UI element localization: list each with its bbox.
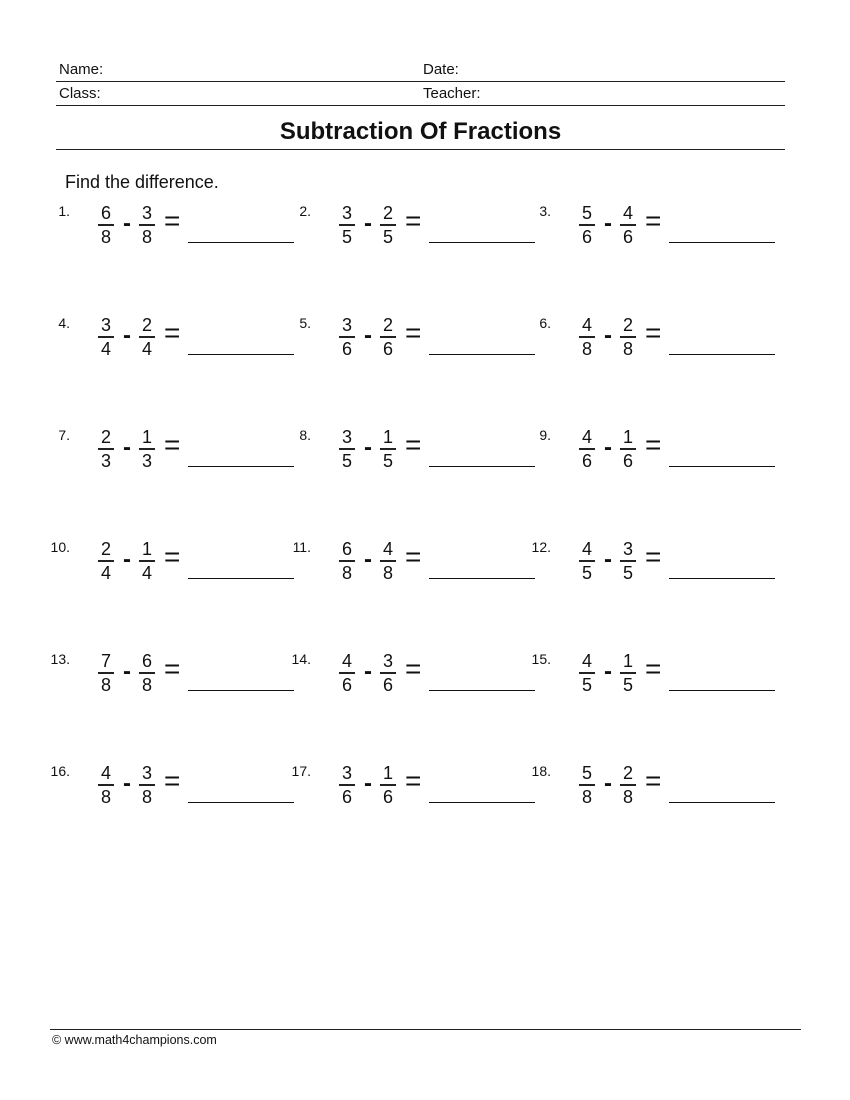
- problem-item: [42, 427, 272, 487]
- answer-blank[interactable]: [429, 242, 535, 243]
- answer-blank[interactable]: [669, 242, 775, 243]
- fraction-subtrahend: [138, 651, 156, 696]
- numerator: 4: [581, 427, 592, 447]
- equals-sign: =: [405, 765, 422, 796]
- answer-blank[interactable]: [669, 466, 775, 467]
- numerator: 3: [141, 763, 152, 783]
- numerator: 5: [581, 763, 592, 783]
- problem-item: [42, 651, 272, 711]
- minus-sign: -: [123, 658, 131, 685]
- name-label: Name:: [59, 61, 104, 78]
- fraction-subtrahend: [379, 315, 397, 360]
- problem-number: 15.: [531, 651, 551, 667]
- denominator: 6: [581, 450, 592, 471]
- problem-item: [283, 203, 513, 263]
- denominator: 5: [341, 450, 352, 471]
- minus-sign: -: [123, 322, 131, 349]
- fraction-subtrahend: [138, 203, 156, 248]
- problem-number: 10.: [50, 539, 70, 555]
- denominator: 8: [100, 226, 111, 247]
- denominator: 6: [341, 338, 352, 359]
- fraction-subtrahend: [138, 315, 156, 360]
- numerator: 1: [382, 763, 393, 783]
- minus-sign: -: [604, 322, 612, 349]
- fraction-subtrahend: [138, 427, 156, 472]
- minus-sign: -: [604, 546, 612, 573]
- minus-sign: -: [364, 322, 372, 349]
- answer-blank[interactable]: [188, 690, 294, 691]
- numerator: 3: [341, 763, 352, 783]
- equals-sign: =: [405, 205, 422, 236]
- problem-item: [523, 203, 753, 263]
- fraction-subtrahend: [138, 763, 156, 808]
- equals-sign: =: [645, 205, 662, 236]
- fraction-subtrahend: [619, 763, 637, 808]
- minus-sign: -: [364, 770, 372, 797]
- numerator: 3: [100, 315, 111, 335]
- fraction-subtrahend: [619, 427, 637, 472]
- teacher-label: Teacher:: [423, 85, 481, 102]
- fraction-minuend: [338, 763, 356, 808]
- date-label: Date:: [423, 61, 459, 78]
- denominator: 8: [141, 226, 152, 247]
- problem-number: 9.: [539, 427, 551, 443]
- fraction-minuend: [338, 315, 356, 360]
- problem-item: [283, 315, 513, 375]
- numerator: 2: [382, 315, 393, 335]
- numerator: 6: [341, 539, 352, 559]
- equals-sign: =: [164, 765, 181, 796]
- answer-blank[interactable]: [188, 354, 294, 355]
- fraction-subtrahend: [379, 763, 397, 808]
- numerator: 4: [581, 539, 592, 559]
- problem-item: [523, 427, 753, 487]
- answer-blank[interactable]: [429, 802, 535, 803]
- minus-sign: -: [364, 434, 372, 461]
- problem-item: [523, 539, 753, 599]
- numerator: 3: [382, 651, 393, 671]
- minus-sign: -: [123, 210, 131, 237]
- minus-sign: -: [604, 210, 612, 237]
- numerator: 1: [622, 651, 633, 671]
- problem-item: [283, 763, 513, 823]
- numerator: 2: [141, 315, 152, 335]
- denominator: 8: [141, 674, 152, 695]
- fraction-subtrahend: [379, 427, 397, 472]
- problem-number: 4.: [58, 315, 70, 331]
- fraction-minuend: [97, 651, 115, 696]
- fraction-minuend: [97, 427, 115, 472]
- header-row-name-date: [56, 57, 785, 82]
- numerator: 3: [341, 315, 352, 335]
- fraction-minuend: [97, 203, 115, 248]
- denominator: 6: [622, 226, 633, 247]
- problem-number: 7.: [58, 427, 70, 443]
- numerator: 7: [100, 651, 111, 671]
- fraction-minuend: [338, 427, 356, 472]
- fraction-subtrahend: [619, 203, 637, 248]
- numerator: 3: [341, 427, 352, 447]
- fraction-minuend: [578, 427, 596, 472]
- minus-sign: -: [604, 434, 612, 461]
- equals-sign: =: [405, 653, 422, 684]
- fraction-subtrahend: [379, 203, 397, 248]
- fraction-minuend: [97, 763, 115, 808]
- numerator: 4: [100, 763, 111, 783]
- fraction-subtrahend: [379, 539, 397, 584]
- problem-number: 17.: [291, 763, 311, 779]
- answer-blank[interactable]: [669, 578, 775, 579]
- denominator: 8: [622, 786, 633, 807]
- denominator: 8: [141, 786, 152, 807]
- numerator: 2: [382, 203, 393, 223]
- fraction-subtrahend: [619, 315, 637, 360]
- problem-number: 16.: [50, 763, 70, 779]
- footer-divider: [50, 1029, 801, 1030]
- numerator: 6: [141, 651, 152, 671]
- denominator: 8: [581, 786, 592, 807]
- answer-blank[interactable]: [429, 354, 535, 355]
- denominator: 6: [581, 226, 592, 247]
- fraction-minuend: [578, 315, 596, 360]
- problem-item: [42, 315, 272, 375]
- denominator: 3: [141, 450, 152, 471]
- problem-item: [283, 427, 513, 487]
- equals-sign: =: [405, 429, 422, 460]
- fraction-minuend: [338, 203, 356, 248]
- numerator: 1: [622, 427, 633, 447]
- numerator: 6: [100, 203, 111, 223]
- numerator: 4: [581, 315, 592, 335]
- problem-number: 8.: [299, 427, 311, 443]
- numerator: 4: [382, 539, 393, 559]
- problem-item: [42, 763, 272, 823]
- denominator: 8: [100, 786, 111, 807]
- problem-number: 6.: [539, 315, 551, 331]
- numerator: 1: [141, 539, 152, 559]
- denominator: 5: [382, 226, 393, 247]
- denominator: 8: [581, 338, 592, 359]
- fraction-minuend: [578, 651, 596, 696]
- denominator: 8: [382, 562, 393, 583]
- denominator: 8: [341, 562, 352, 583]
- problem-item: [283, 539, 513, 599]
- denominator: 6: [382, 338, 393, 359]
- fraction-subtrahend: [619, 651, 637, 696]
- problem-number: 3.: [539, 203, 551, 219]
- problem-number: 11.: [292, 539, 311, 555]
- minus-sign: -: [604, 770, 612, 797]
- denominator: 4: [100, 562, 111, 583]
- fraction-minuend: [97, 315, 115, 360]
- denominator: 5: [622, 562, 633, 583]
- denominator: 3: [100, 450, 111, 471]
- denominator: 5: [341, 226, 352, 247]
- denominator: 5: [382, 450, 393, 471]
- footer-copyright: © www.math4champions.com: [52, 1033, 217, 1047]
- denominator: 8: [100, 674, 111, 695]
- numerator: 2: [622, 315, 633, 335]
- problem-number: 13.: [50, 651, 70, 667]
- numerator: 4: [622, 203, 633, 223]
- answer-blank[interactable]: [669, 802, 775, 803]
- minus-sign: -: [123, 434, 131, 461]
- numerator: 3: [622, 539, 633, 559]
- minus-sign: -: [123, 546, 131, 573]
- numerator: 5: [581, 203, 592, 223]
- problem-item: [523, 315, 753, 375]
- equals-sign: =: [645, 765, 662, 796]
- problem-item: [42, 539, 272, 599]
- equals-sign: =: [645, 653, 662, 684]
- minus-sign: -: [364, 546, 372, 573]
- answer-blank[interactable]: [188, 466, 294, 467]
- problem-item: [42, 203, 272, 263]
- problem-number: 18.: [531, 763, 551, 779]
- numerator: 2: [100, 539, 111, 559]
- numerator: 3: [141, 203, 152, 223]
- fraction-subtrahend: [379, 651, 397, 696]
- answer-blank[interactable]: [669, 690, 775, 691]
- denominator: 6: [382, 674, 393, 695]
- denominator: 5: [622, 674, 633, 695]
- fraction-minuend: [578, 763, 596, 808]
- equals-sign: =: [645, 541, 662, 572]
- denominator: 5: [581, 562, 592, 583]
- problem-number: 1.: [58, 203, 70, 219]
- answer-blank[interactable]: [429, 578, 535, 579]
- equals-sign: =: [645, 429, 662, 460]
- fraction-subtrahend: [619, 539, 637, 584]
- answer-blank[interactable]: [188, 578, 294, 579]
- fraction-minuend: [578, 539, 596, 584]
- numerator: 1: [141, 427, 152, 447]
- denominator: 4: [141, 562, 152, 583]
- equals-sign: =: [164, 653, 181, 684]
- denominator: 6: [341, 786, 352, 807]
- denominator: 4: [100, 338, 111, 359]
- problem-item: [283, 651, 513, 711]
- fraction-minuend: [97, 539, 115, 584]
- denominator: 6: [382, 786, 393, 807]
- answer-blank[interactable]: [188, 802, 294, 803]
- equals-sign: =: [164, 541, 181, 572]
- page-title: Subtraction Of Fractions: [56, 114, 785, 150]
- fraction-subtrahend: [138, 539, 156, 584]
- denominator: 4: [141, 338, 152, 359]
- problem-item: [523, 651, 753, 711]
- denominator: 5: [581, 674, 592, 695]
- class-label: Class:: [59, 85, 101, 102]
- minus-sign: -: [364, 658, 372, 685]
- numerator: 2: [622, 763, 633, 783]
- equals-sign: =: [405, 317, 422, 348]
- fraction-minuend: [578, 203, 596, 248]
- answer-blank[interactable]: [188, 242, 294, 243]
- equals-sign: =: [405, 541, 422, 572]
- fraction-minuend: [338, 651, 356, 696]
- problem-number: 2.: [299, 203, 311, 219]
- minus-sign: -: [604, 658, 612, 685]
- answer-blank[interactable]: [429, 466, 535, 467]
- denominator: 6: [622, 450, 633, 471]
- denominator: 6: [341, 674, 352, 695]
- answer-blank[interactable]: [429, 690, 535, 691]
- equals-sign: =: [645, 317, 662, 348]
- problem-number: 14.: [291, 651, 311, 667]
- minus-sign: -: [123, 770, 131, 797]
- denominator: 8: [622, 338, 633, 359]
- instruction-text: Find the difference.: [65, 172, 219, 192]
- equals-sign: =: [164, 205, 181, 236]
- problem-number: 5.: [299, 315, 311, 331]
- numerator: 2: [100, 427, 111, 447]
- equals-sign: =: [164, 317, 181, 348]
- numerator: 3: [341, 203, 352, 223]
- problem-item: [523, 763, 753, 823]
- answer-blank[interactable]: [669, 354, 775, 355]
- numerator: 4: [341, 651, 352, 671]
- minus-sign: -: [364, 210, 372, 237]
- problem-number: 12.: [531, 539, 551, 555]
- equals-sign: =: [164, 429, 181, 460]
- numerator: 4: [581, 651, 592, 671]
- fraction-minuend: [338, 539, 356, 584]
- numerator: 1: [382, 427, 393, 447]
- header-row-class-teacher: [56, 81, 785, 106]
